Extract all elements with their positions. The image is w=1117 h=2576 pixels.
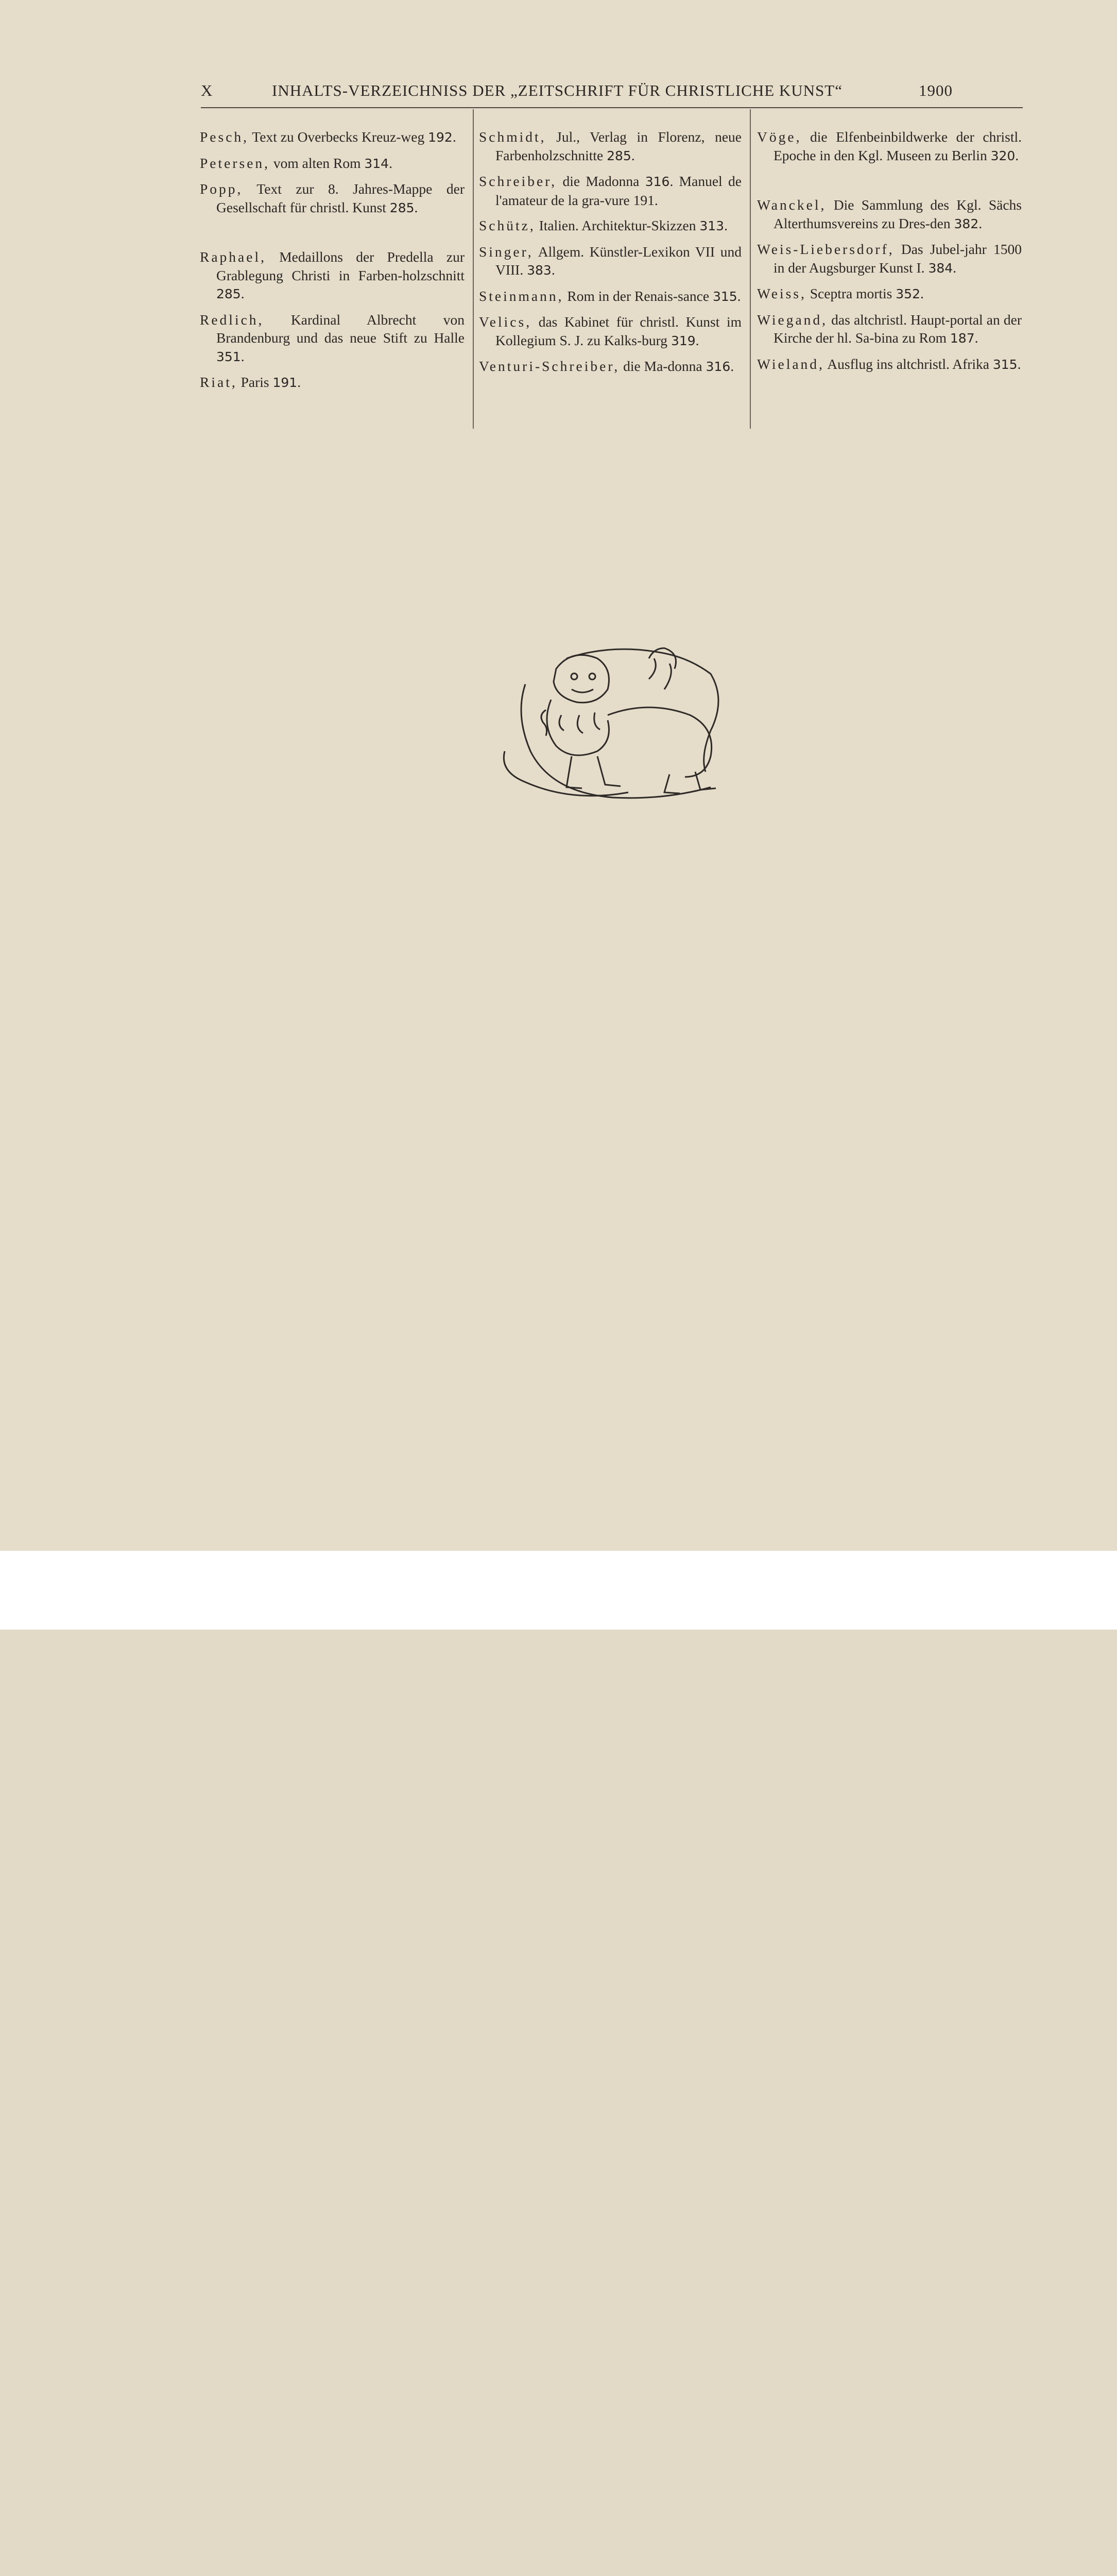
entry-author: Steinmann,: [479, 287, 564, 304]
entry-author: Velics,: [479, 314, 532, 330]
entry-title: vom alten Rom: [270, 155, 365, 171]
entry-title: Medaillons der Predella zur Grablegung Christi in Farben-holzschnitt: [216, 249, 465, 283]
entry-tail: .: [974, 330, 978, 346]
entry-author: Redlich,: [200, 311, 264, 328]
entry-title: die Madonna: [557, 173, 645, 189]
entry-author: Wanckel,: [757, 197, 827, 213]
entry-tail: .: [1017, 355, 1021, 372]
header-rule: [201, 107, 1023, 108]
index-entry: [479, 128, 742, 165]
index-entry: [479, 216, 742, 235]
entry-page-number: 192: [428, 130, 453, 145]
entry-tail: .: [240, 285, 245, 301]
entry-tail: .: [631, 147, 635, 163]
index-column-2: [479, 128, 742, 383]
entry-tail: .: [297, 374, 301, 390]
index-entry: [200, 128, 465, 147]
entry-page-number: 352: [896, 286, 920, 301]
entry-page-number: 320: [990, 148, 1016, 163]
index-entry: [757, 196, 1022, 233]
entry-author: Raphael,: [200, 249, 266, 265]
entry-tail: .: [920, 285, 924, 301]
entry-author: Vöge,: [757, 129, 802, 145]
header-year: 1900: [919, 81, 953, 99]
index-entry: [200, 248, 465, 303]
entry-page-number: 383: [527, 263, 552, 278]
entry-page-number: 285: [216, 286, 241, 301]
entry-author: Riat,: [200, 374, 237, 390]
entry-author: Pesch,: [200, 129, 249, 145]
entry-title: Text zu Overbecks Kreuz-weg: [249, 129, 428, 145]
entry-title: das Kabinet für christl. Kunst im Kollegium S. J. zu Kalks-burg: [495, 314, 742, 348]
entry-page-number: 313: [699, 218, 725, 233]
entry-title: Italien. Architektur-Skizzen: [535, 217, 700, 233]
entry-page-number: 384: [928, 260, 953, 276]
entry-tail: .: [240, 348, 245, 364]
index-entry: [200, 373, 465, 392]
index-entry: [200, 154, 465, 173]
entry-author: Venturi-Schreiber,: [479, 358, 620, 374]
entry-page-number: 315: [712, 289, 737, 304]
index-entry: [479, 172, 742, 209]
entry-author: Weis-Liebersdorf,: [757, 241, 895, 257]
entry-tail: .: [724, 217, 728, 233]
entry-title: Kardinal Albrecht von Brandenburg und das neue Stift zu Halle: [216, 311, 465, 346]
entry-tail: .: [737, 287, 741, 304]
entry-tail: .: [978, 215, 983, 231]
entry-title: Sceptra mortis: [806, 285, 896, 301]
entry-author: Popp,: [200, 181, 243, 197]
entry-tail: .: [953, 259, 957, 276]
entry-title: die Ma-donna: [620, 358, 706, 374]
entry-page-number: 187: [950, 331, 975, 346]
entry-author: Singer,: [479, 243, 534, 260]
entry-title: das altchristl. Haupt-portal an der Kirche der hl. Sa-bina zu Rom: [774, 311, 1022, 346]
index-column-1: [200, 128, 465, 399]
entry-title: Paris: [237, 374, 273, 390]
entry-page-number: 191: [272, 375, 298, 390]
entry-tail: .: [452, 129, 456, 145]
entry-tail: .: [414, 199, 418, 215]
entry-title: Text zur 8. Jahres-Mappe der Gesellschaft für christl. Kunst: [216, 181, 465, 215]
entry-tail: .: [730, 358, 734, 374]
entry-title: die Elfenbeinbildwerke der christl. Epoche in den Kgl. Museen zu Berlin: [774, 129, 1022, 163]
entry-tail: . Manuel de l'amateur de la gra-vure 191.: [495, 173, 742, 208]
entry-page-number: 315: [992, 357, 1018, 372]
entry-author: Weiss,: [757, 285, 806, 301]
entry-page-number: 285: [607, 148, 631, 163]
entry-page-number: 382: [954, 216, 979, 231]
entry-author: Schmidt,: [479, 129, 546, 145]
entry-page-number: 316: [645, 174, 670, 189]
index-entry: [757, 284, 1022, 303]
entry-page-number: 314: [364, 156, 389, 171]
entry-tail: .: [1015, 147, 1019, 163]
entry-tail: .: [389, 155, 392, 171]
index-entry: [200, 311, 465, 366]
column-divider: [750, 109, 751, 429]
entry-title: Rom in der Renais-sance: [563, 287, 713, 304]
index-entry: [757, 311, 1022, 348]
index-entry: [479, 357, 742, 376]
entry-title: Ausflug ins altchristl. Afrika: [824, 355, 993, 372]
entry-title: Jul., Verlag in Florenz, neue Farbenholzschnitte: [495, 129, 742, 163]
footer-bar: [0, 1551, 1117, 1630]
index-entry: [479, 287, 742, 306]
entry-tail: .: [695, 332, 699, 348]
entry-page-number: 285: [389, 200, 415, 215]
page-number: X: [201, 81, 213, 99]
lion-with-banner-ornament-icon: [494, 638, 742, 813]
entry-author: Schreiber,: [479, 173, 557, 189]
index-entry: [757, 355, 1022, 374]
index-entry: [757, 240, 1022, 277]
running-header: [201, 81, 953, 104]
index-entry: [200, 180, 465, 217]
entry-author: Wiegand,: [757, 311, 828, 328]
entry-title: Das Jubel-jahr 1500 in der Augsburger Kunst I.: [774, 241, 1022, 276]
entry-author: Wieland,: [757, 355, 824, 372]
header-title: INHALTS-VERZEICHNISS DER „ZEITSCHRIFT FÜR CHRISTLICHE KUNST“: [272, 81, 843, 99]
index-entry: [479, 313, 742, 350]
entry-title: Allgem. Künstler-Lexikon VII und VIII.: [495, 243, 742, 278]
index-entry: [479, 243, 742, 280]
index-entry: [757, 128, 1022, 165]
entry-tail: .: [551, 262, 555, 278]
column-divider: [473, 109, 474, 429]
entry-page-number: 319: [671, 333, 696, 348]
entry-author: Petersen,: [200, 155, 270, 171]
index-column-3: [757, 128, 1022, 381]
entry-title: Die Sammlung des Kgl. Sächs Alterthumsvereins zu Dres-den: [774, 197, 1022, 231]
entry-page-number: 351: [216, 349, 241, 364]
entry-author: Schütz,: [479, 217, 536, 233]
entry-page-number: 316: [706, 359, 731, 374]
